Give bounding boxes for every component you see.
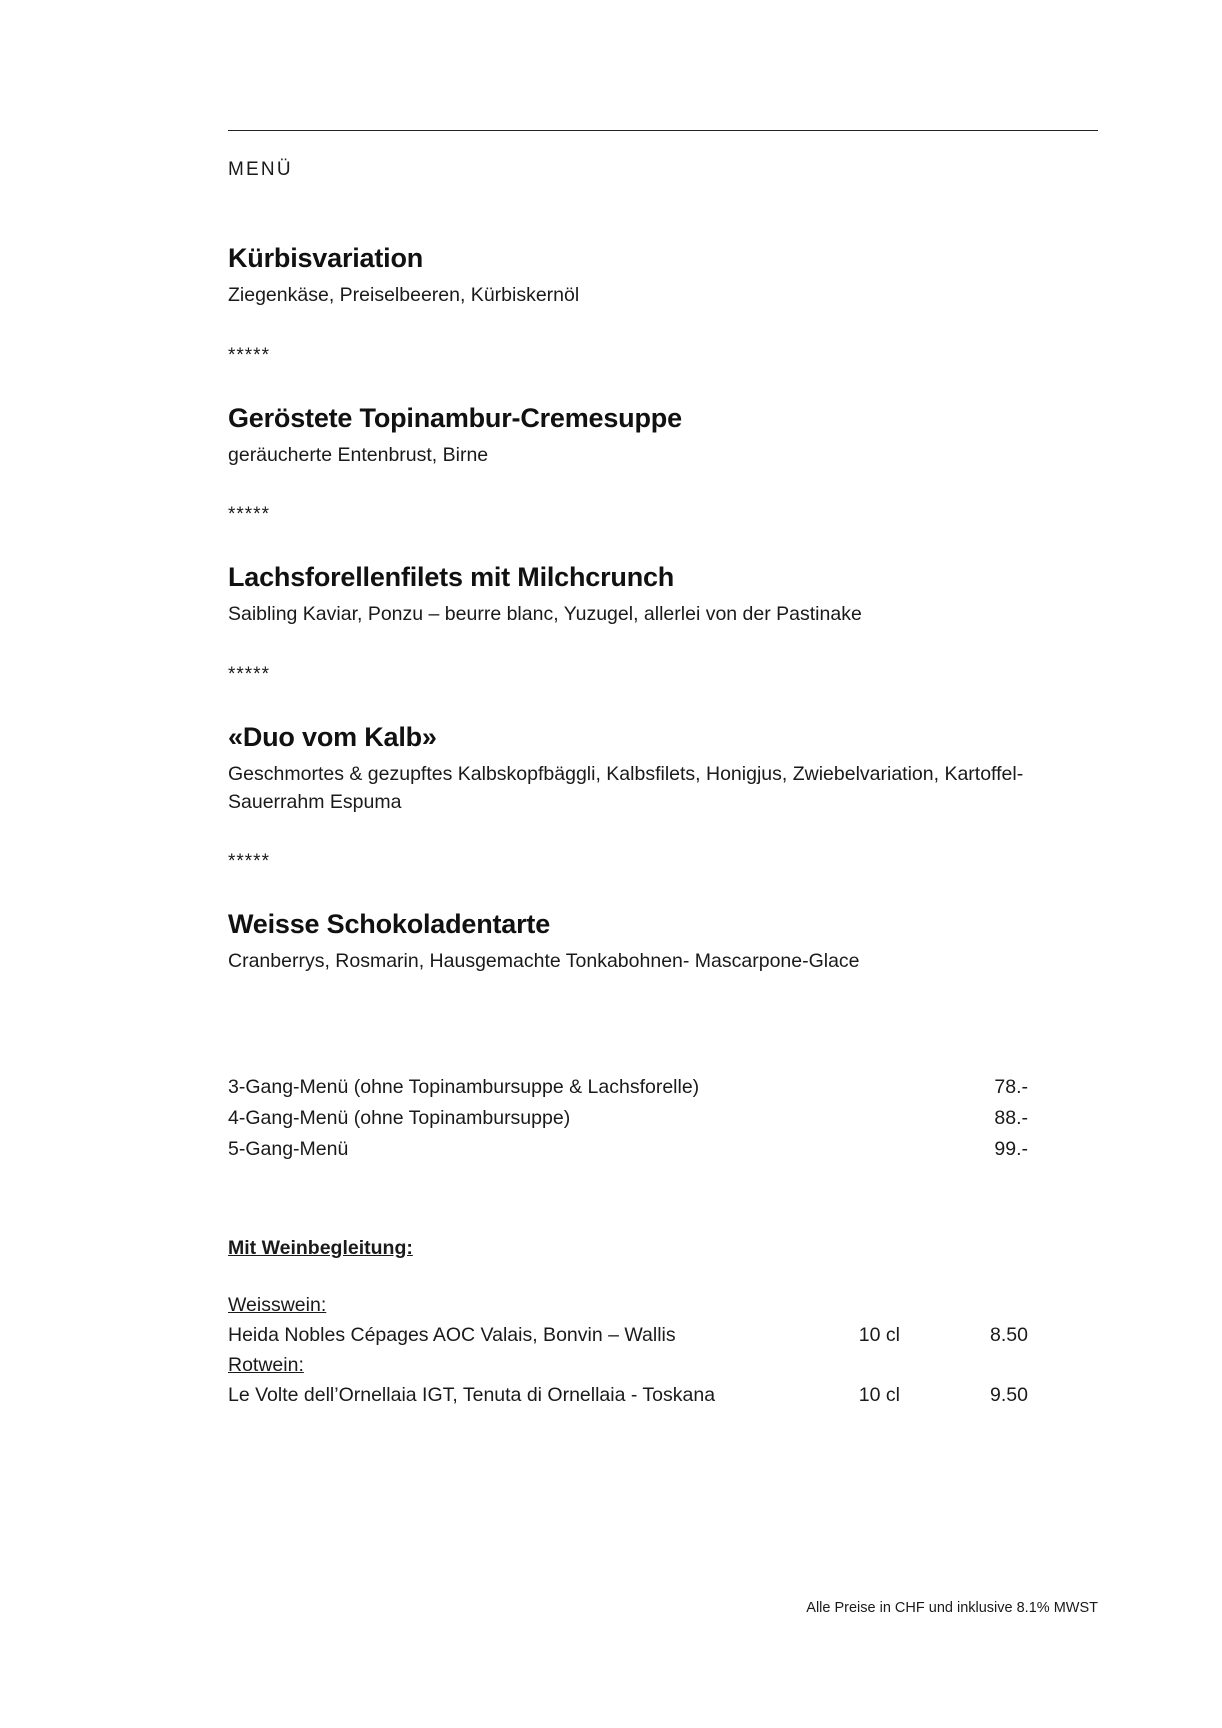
spacer-cell [834,1350,958,1380]
table-row [228,1380,1028,1410]
wine-name: Le Volte dell’Ornellaia IGT, Tenuta di Ornellaia - Toskana [228,1384,716,1407]
course-description: geräucherte Entenbrust, Birne [228,443,489,466]
menu-option-label: 4-Gang-Menü (ohne Topinambursuppe) [228,1106,571,1129]
course-description: Cranberrys, Rosmarin, Hausgemachte Tonkabohnen- Mascarpone-Glace [228,950,860,973]
menu-option-price: 78.- [994,1076,1028,1099]
course-description: Ziegenkäse, Preiselbeeren, Kürbiskernöl [228,284,580,306]
wine-pairing-heading: Mit Weinbegleitung: [228,1236,413,1259]
course-separator: ***** [228,851,270,873]
menu-option-price: 88.- [994,1106,1028,1129]
course-separator: ***** [228,344,270,366]
table-row [228,1320,1028,1350]
course-item [228,243,1098,310]
table-row [228,1290,1028,1320]
course-description: Saibling Kaviar, Ponzu – beurre blanc, Yuzugel, allerlei von der Pastinake [228,603,862,626]
table-row [228,1103,1028,1134]
wine-name: Heida Nobles Cépages AOC Valais, Bonvin – Wallis [228,1323,676,1346]
course-title: Geröstete Topinambur-Cremesuppe [228,402,682,433]
menu-option-price: 99.- [994,1137,1028,1160]
spacer-cell [834,1290,958,1320]
course-title: Lachsforellenfilets mit Milchcrunch [228,562,675,593]
table-row [228,1134,1028,1165]
spacer-cell [958,1290,1028,1320]
wine-category-label: Rotwein: [228,1353,304,1376]
wine-pairing-table [228,1290,1028,1411]
course-separator: ***** [228,504,270,526]
wine-price: 8.50 [990,1323,1028,1346]
course-title: «Duo vom Kalb» [228,722,437,753]
wine-category-label: Weisswein: [228,1293,327,1316]
wine-measure: 10 cl [858,1323,900,1346]
course-item [228,403,1098,470]
course-description: Geschmortes & gezupftes Kalbskopfbäggli, Kalbsfilets, Honigjus, Zwiebelvariation, Kartoffel-Sauerrahm Espuma [228,763,1024,813]
course-separator: ***** [228,664,270,686]
menu-option-label: 3-Gang-Menü (ohne Topinambursuppe & Lachsforelle) [228,1076,700,1099]
section-spacer [228,976,1098,1072]
course-item [228,722,1098,816]
course-item [228,562,1098,629]
page-title: MENÜ [228,159,293,180]
menu-option-label: 5-Gang-Menü [228,1137,349,1160]
wine-measure: 10 cl [858,1384,900,1407]
table-row [228,1072,1028,1103]
course-item [228,909,1098,976]
footer-note: Alle Preise in CHF und inklusive 8.1% MWST [806,1600,1098,1616]
menu-price-table [228,1072,1028,1164]
table-row [228,1350,1028,1380]
course-title: Kürbisvariation [228,243,424,273]
course-title: Weisse Schokoladentarte [228,909,551,940]
header-divider [228,130,1098,131]
spacer-cell [958,1350,1028,1380]
wine-price: 9.50 [990,1384,1028,1407]
menu-content [228,130,1098,1410]
